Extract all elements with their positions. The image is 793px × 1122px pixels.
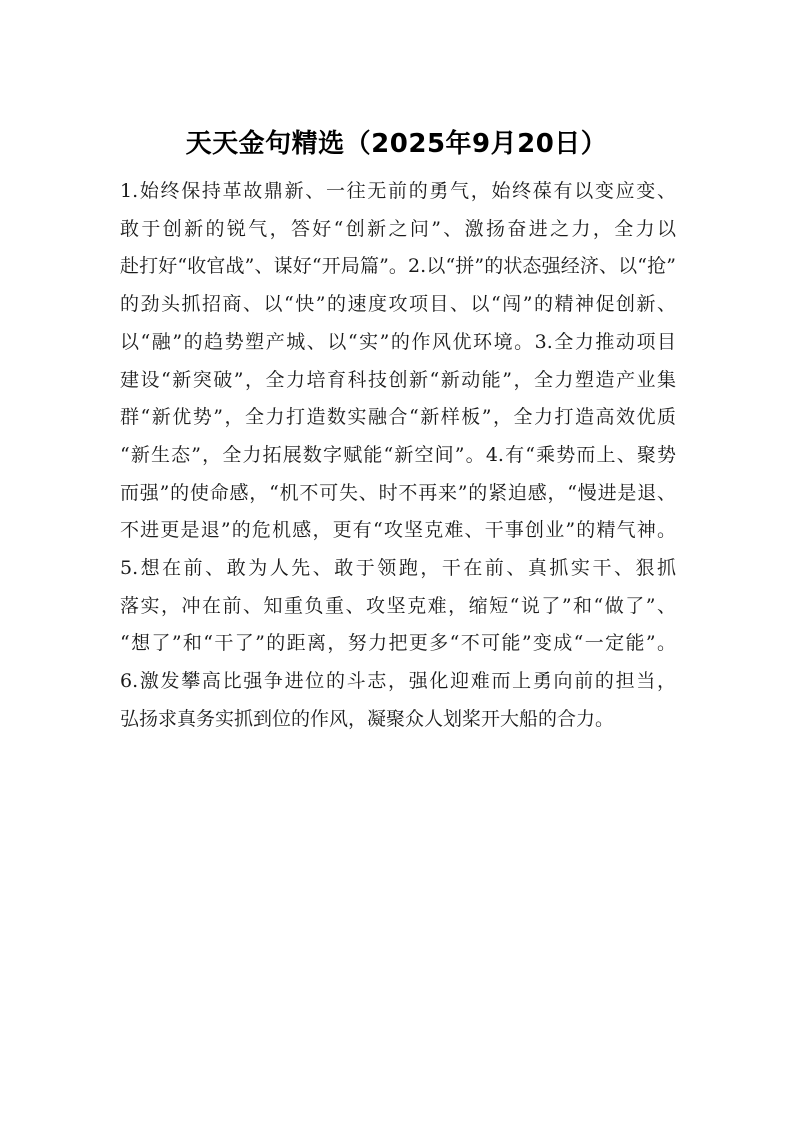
body-line: 落实，冲在前、知重负重、攻坚克难，缩短“说了”和“做了”、 [120,594,676,617]
body-line: “新生态”，全力拓展数字赋能“新空间”。4.有“乘势而上、聚势 [120,443,676,466]
body-line: 建设“新突破”，全力培育科技创新“新动能”，全力塑造产业集 [120,368,676,391]
body-line: 赴打好“收官战”、谋好“开局篇”。2.以“拼”的状态强经济、以“抢” [120,255,676,278]
document-body [120,173,676,739]
document-title: 天天金句精选（2025年9月20日） [185,129,608,159]
body-line: 的劲头抓招商、以“快”的速度攻项目、以“闯”的精神促创新、 [120,293,676,316]
body-line: 以“融”的趋势塑产城、以“实”的作风优环境。3.全力推动项目 [120,330,676,353]
body-line: 1.始终保持革故鼎新、一往无前的勇气，始终葆有以变应变、 [120,180,676,202]
body-line: “想了”和“干了”的距离，努力把更多“不可能”变成“一定能”。 [120,632,676,655]
body-line: 6.激发攀高比强争进位的斗志，强化迎难而上勇向前的担当， [120,670,676,693]
body-line: 敢于创新的锐气，答好“创新之问”、激扬奋进之力，全力以 [120,217,676,240]
body-line: 5.想在前、敢为人先、敢于领跑，干在前、真抓实干、狠抓 [120,557,676,580]
body-line: 弘扬求真务实抓到位的作风，凝聚众人划桨开大船的合力。 [120,707,615,730]
body-line: 而强”的使命感，“机不可失、时不再来”的紧迫感，“慢进是退、 [120,481,676,504]
body-line: 群“新优势”，全力打造数实融合“新样板”，全力打造高效优质 [120,406,676,429]
body-line: 不进更是退”的危机感，更有“攻坚克难、干事创业”的精气神。 [120,519,676,542]
